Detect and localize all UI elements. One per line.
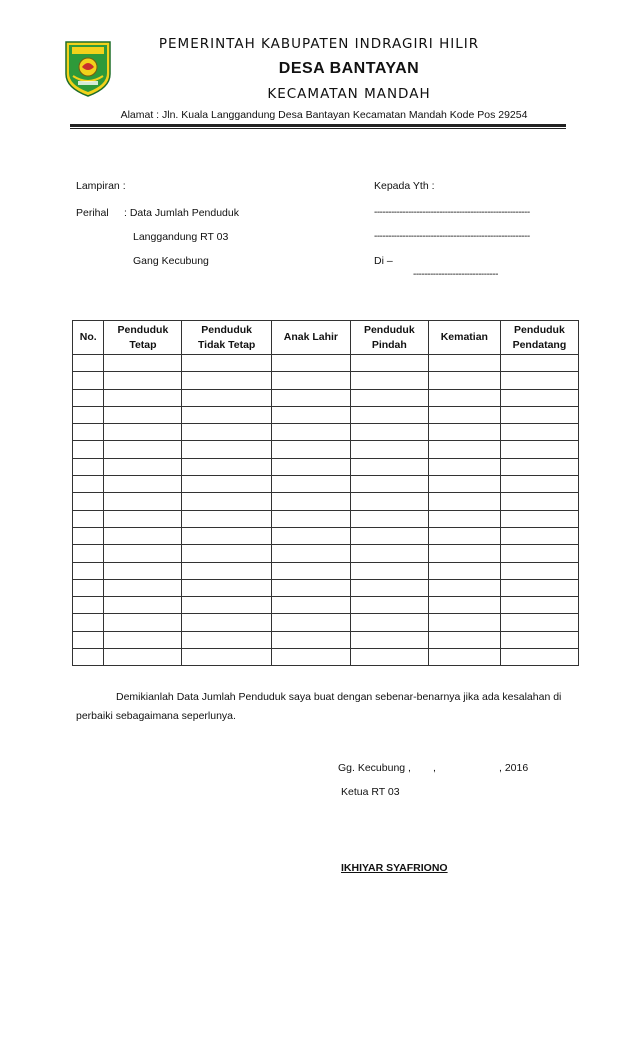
column-header-1 [104, 321, 182, 355]
table-cell [73, 476, 104, 493]
table-cell [500, 355, 578, 372]
table-cell [182, 562, 272, 579]
di-line: ------------------------------ [413, 269, 498, 280]
district-title: KECAMATAN MANDAH [267, 86, 431, 102]
table-cell [104, 527, 182, 544]
table-cell [182, 614, 272, 631]
table-cell [182, 441, 272, 458]
table-cell [73, 355, 104, 372]
table-cell [73, 493, 104, 510]
table-cell [428, 631, 500, 648]
table-row [73, 597, 579, 614]
table-cell [350, 355, 428, 372]
table-cell [182, 545, 272, 562]
column-header-4 [350, 321, 428, 355]
column-header-6 [500, 321, 578, 355]
table-cell [428, 441, 500, 458]
table-row [73, 372, 579, 389]
table-cell [428, 579, 500, 596]
table-cell [271, 631, 350, 648]
table-cell [182, 597, 272, 614]
table-cell [271, 458, 350, 475]
table-cell [350, 562, 428, 579]
table-cell [73, 562, 104, 579]
perihal-line3: Gang Kecubung [133, 255, 209, 267]
table-cell [104, 424, 182, 441]
table-cell [350, 545, 428, 562]
table-row [73, 527, 579, 544]
government-title: PEMERINTAH KABUPATEN INDRAGIRI HILIR [158, 36, 480, 52]
table-cell [350, 406, 428, 423]
table-cell [500, 493, 578, 510]
table-cell [271, 545, 350, 562]
table-cell [271, 476, 350, 493]
column-header-line1: Anak Lahir [283, 331, 338, 343]
column-header-line1: Penduduk [201, 323, 253, 336]
closing-paragraph: Demikianlah Data Jumlah Penduduk saya buat dengan sebenar-benarnya jika ada kesalahan di perbaiki sebagaimana seperlunya. [76, 691, 562, 722]
table-cell [500, 597, 578, 614]
table-cell [182, 649, 272, 666]
table-cell [500, 406, 578, 423]
table-cell [104, 406, 182, 423]
table-cell [182, 389, 272, 406]
table-row [73, 614, 579, 631]
table-cell [104, 458, 182, 475]
perihal-label: Perihal [76, 207, 109, 219]
table-cell [73, 631, 104, 648]
table-cell [500, 441, 578, 458]
table-cell [428, 649, 500, 666]
table-cell [350, 389, 428, 406]
table-row [73, 562, 579, 579]
table-cell [73, 389, 104, 406]
table-cell [104, 649, 182, 666]
table-cell [500, 458, 578, 475]
column-header-line1: No. [79, 331, 97, 343]
column-header-line1: Penduduk [514, 323, 565, 336]
table-row [73, 510, 579, 527]
table-cell [104, 562, 182, 579]
column-header-line2: Tetap [129, 338, 157, 351]
table-cell [500, 389, 578, 406]
table-cell [500, 424, 578, 441]
table-cell [104, 355, 182, 372]
table-cell [104, 545, 182, 562]
table-cell [500, 579, 578, 596]
table-cell [271, 424, 350, 441]
table-cell [350, 579, 428, 596]
perihal-value: : Data Jumlah Penduduk [124, 207, 239, 219]
table-cell [73, 406, 104, 423]
table-cell [73, 441, 104, 458]
table-cell [73, 372, 104, 389]
table-cell [104, 614, 182, 631]
table-cell [271, 355, 350, 372]
population-table [72, 320, 579, 666]
table-row [73, 631, 579, 648]
table-cell [182, 476, 272, 493]
table-cell [73, 579, 104, 596]
table-cell [73, 510, 104, 527]
di-label: Di – [374, 255, 393, 267]
column-header-5 [428, 321, 500, 355]
table-cell [350, 597, 428, 614]
table-cell [350, 476, 428, 493]
column-header-line1: Penduduk [117, 323, 169, 336]
signatory-name: IKHIYAR SYAFRIONO [341, 862, 448, 874]
table-cell [271, 493, 350, 510]
table-row [73, 458, 579, 475]
table-cell [428, 493, 500, 510]
table-row [73, 355, 579, 372]
table-cell [500, 649, 578, 666]
table-cell [500, 631, 578, 648]
table-cell [428, 458, 500, 475]
table-cell [182, 458, 272, 475]
table-cell [104, 493, 182, 510]
table-cell [428, 597, 500, 614]
table-cell [271, 372, 350, 389]
table-cell [73, 527, 104, 544]
table-cell [350, 441, 428, 458]
lampiran-label: Lampiran : [76, 180, 126, 192]
table-cell [500, 527, 578, 544]
table-cell [73, 614, 104, 631]
table-row [73, 389, 579, 406]
table-cell [271, 614, 350, 631]
table-cell [271, 441, 350, 458]
column-header-0 [73, 321, 104, 355]
address-line: Alamat : Jln. Kuala Langgandung Desa Bantayan Kecamatan Mandah Kode Pos 29254 [120, 109, 528, 121]
kepada-label: Kepada Yth : [374, 180, 435, 192]
table-row [73, 476, 579, 493]
table-header-row [73, 321, 579, 355]
table-cell [428, 476, 500, 493]
table-body [73, 355, 579, 666]
table-cell [500, 545, 578, 562]
column-header-line2: Pendatang [512, 338, 567, 351]
table-row [73, 493, 579, 510]
kepada-line-2: ------------------------------------------------------- [374, 231, 530, 242]
table-cell [350, 424, 428, 441]
table-cell [350, 527, 428, 544]
column-header-line1: Penduduk [363, 323, 415, 336]
table-row [73, 579, 579, 596]
table-cell [182, 579, 272, 596]
table-cell [500, 372, 578, 389]
village-title: DESA BANTAYAN [278, 60, 420, 77]
table-cell [500, 614, 578, 631]
table-cell [104, 441, 182, 458]
table-cell [104, 631, 182, 648]
table-cell [350, 649, 428, 666]
table-cell [428, 355, 500, 372]
table-cell [271, 406, 350, 423]
table-cell [182, 355, 272, 372]
table-cell [350, 372, 428, 389]
table-cell [182, 493, 272, 510]
table-row [73, 406, 579, 423]
table-cell [428, 527, 500, 544]
table-cell [428, 372, 500, 389]
column-header-line2: Pindah [371, 338, 407, 351]
table-cell [73, 545, 104, 562]
table-cell [350, 493, 428, 510]
table-cell [271, 389, 350, 406]
table-cell [182, 631, 272, 648]
column-header-3 [271, 321, 350, 355]
table-cell [182, 406, 272, 423]
header-rule-thick [70, 124, 566, 127]
table-cell [271, 562, 350, 579]
table-cell [182, 424, 272, 441]
column-header-2 [182, 321, 272, 355]
table-cell [104, 476, 182, 493]
table-cell [73, 597, 104, 614]
table-cell [350, 614, 428, 631]
table-cell [182, 372, 272, 389]
perihal-line2: Langgandung RT 03 [133, 231, 229, 243]
table-cell [104, 510, 182, 527]
table-cell [428, 424, 500, 441]
signature-year: , 2016 [499, 762, 529, 774]
table-cell [73, 458, 104, 475]
table-cell [500, 562, 578, 579]
table-cell [500, 510, 578, 527]
table-cell [271, 597, 350, 614]
table-cell [428, 510, 500, 527]
table-cell [271, 649, 350, 666]
table-cell [104, 579, 182, 596]
signature-title: Ketua RT 03 [341, 786, 400, 798]
kepada-line-1: ------------------------------------------------------- [374, 207, 530, 218]
table-row [73, 424, 579, 441]
table-row [73, 441, 579, 458]
table-cell [104, 597, 182, 614]
table-cell [104, 389, 182, 406]
table-cell [350, 510, 428, 527]
table-cell [73, 649, 104, 666]
table-cell [428, 545, 500, 562]
table-cell [271, 510, 350, 527]
signature-comma: , [433, 762, 436, 774]
table-cell [428, 562, 500, 579]
table-cell [271, 579, 350, 596]
table-cell [428, 389, 500, 406]
column-header-line2: Tidak Tetap [197, 338, 256, 351]
table-cell [182, 510, 272, 527]
table-cell [350, 458, 428, 475]
table-row [73, 545, 579, 562]
table-cell [428, 406, 500, 423]
table-cell [73, 424, 104, 441]
table-cell [104, 372, 182, 389]
signature-place: Gg. Kecubung , [338, 762, 411, 774]
table-cell [350, 631, 428, 648]
table-cell [428, 614, 500, 631]
table-cell [182, 527, 272, 544]
table-cell [271, 527, 350, 544]
table-cell [500, 476, 578, 493]
column-header-line1: Kematian [440, 331, 488, 343]
header-rule-thin [70, 128, 566, 129]
table-row [73, 649, 579, 666]
